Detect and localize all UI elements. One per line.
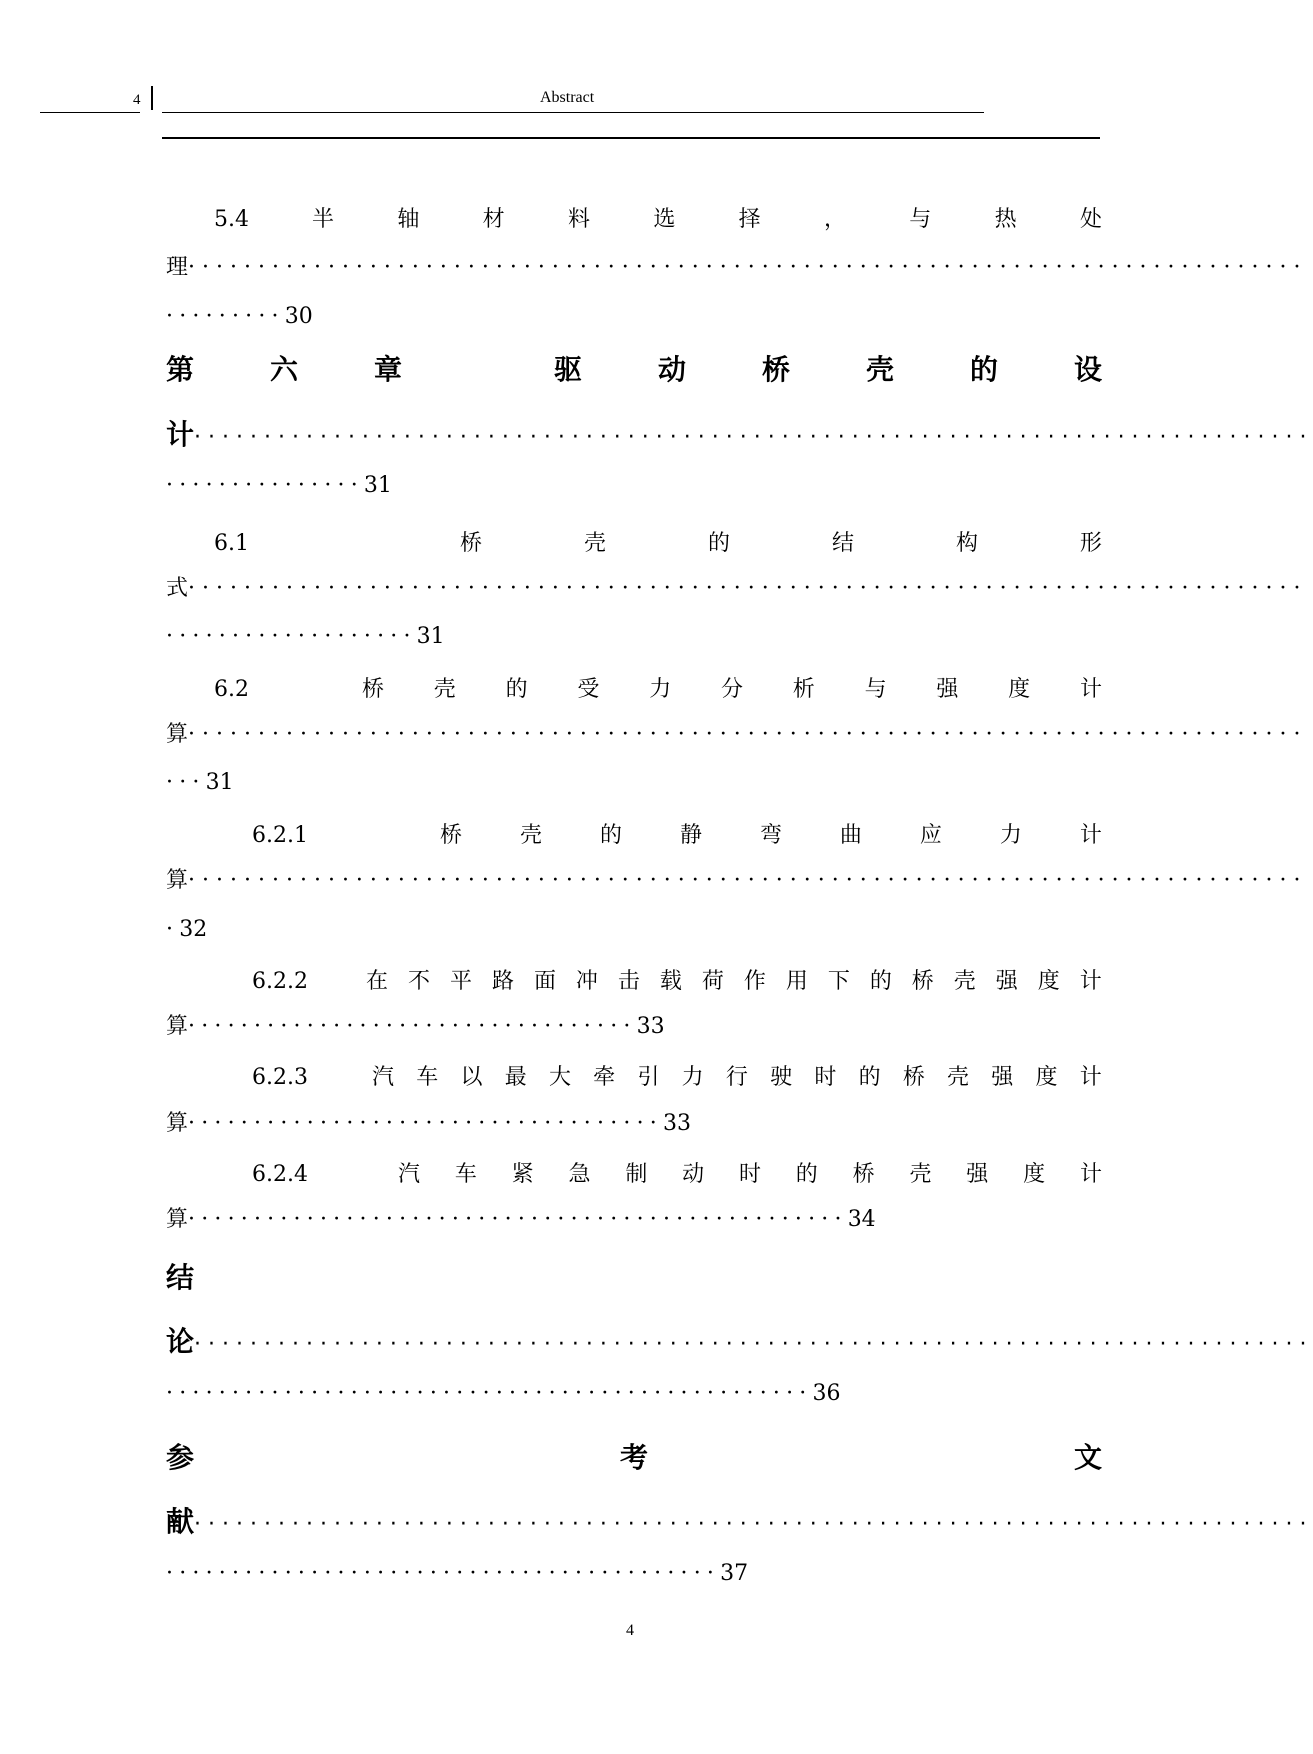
toc-title-char: 冲 <box>575 969 598 994</box>
toc-title-char: 用 <box>785 969 808 994</box>
toc-title-char: 引 <box>637 1065 660 1090</box>
toc-leader-line <box>166 1013 1102 1041</box>
toc-title-char: 度 <box>1023 1162 1046 1187</box>
toc-entry-number: 6.2.3 <box>252 1065 308 1090</box>
toc-title-char: 结 <box>166 1261 195 1294</box>
toc-title-char: 计 <box>1079 677 1102 702</box>
toc-title-tail: 算 <box>166 722 189 747</box>
toc-title-tail: 算 <box>166 1207 189 1232</box>
toc-dots: ················································································ <box>188 576 1308 601</box>
toc-title-char: 的 <box>969 353 998 386</box>
toc-entry-6-2-2[interactable] <box>252 968 1102 1002</box>
toc-page-line <box>166 1560 748 1588</box>
toc-leader-line <box>166 1325 1313 1362</box>
toc-title-char: 大 <box>548 1065 571 1090</box>
toc-title-char: 力 <box>999 823 1022 848</box>
toc-title-char: 料 <box>567 207 590 232</box>
toc-title-char: 计 <box>1079 969 1102 994</box>
toc-title-char: 的 <box>505 677 528 702</box>
header-title: Abstract <box>540 89 595 106</box>
toc-title-char: 计 <box>1079 823 1102 848</box>
toc-dots: ··············· <box>166 473 364 498</box>
toc-title-char: 章 <box>374 353 403 386</box>
toc-entry-references[interactable] <box>166 1441 1102 1475</box>
toc-page-line <box>166 1380 840 1408</box>
toc-dots: ················································································ <box>194 1512 1313 1537</box>
toc-title-char: 计 <box>1079 1162 1102 1187</box>
toc-entry-number: 6.2.4 <box>252 1162 308 1187</box>
toc-entry-6-1[interactable] <box>214 530 1102 564</box>
toc-title-char: 壳 <box>947 1065 970 1090</box>
toc-title-char: 制 <box>625 1162 648 1187</box>
toc-entry-number: 6.2 <box>214 677 249 702</box>
toc-title-char: 以 <box>460 1065 483 1090</box>
toc-title-char: 与 <box>909 207 932 232</box>
toc-title-char: 处 <box>1079 207 1102 232</box>
toc-leader-line <box>166 1110 1102 1138</box>
toc-title-char: 构 <box>955 531 978 556</box>
toc-title-char: 材 <box>482 207 505 232</box>
toc-title-char: 时 <box>814 1065 837 1090</box>
toc-title-char: 击 <box>617 969 640 994</box>
toc-title-tail: 计 <box>166 418 195 451</box>
toc-dots: ·································· <box>188 1014 637 1039</box>
toc-title-tail: 式 <box>166 576 189 601</box>
toc-title-char: 设 <box>1073 353 1102 386</box>
toc-title-char: 结 <box>831 531 854 556</box>
toc-title-char: 壳 <box>865 353 894 386</box>
toc-title-char: 壳 <box>583 531 606 556</box>
toc-title-tail: 献 <box>166 1505 195 1538</box>
toc-entry-ch6[interactable] <box>166 353 1102 387</box>
toc-title-char: 参 <box>166 1441 195 1474</box>
toc-dots: ··· <box>166 770 206 795</box>
toc-title-char: 与 <box>864 677 887 702</box>
toc-page-number: 31 <box>363 473 392 498</box>
toc-title-char: 桥 <box>761 353 790 386</box>
toc-leader-line <box>166 418 1313 455</box>
toc-title-char: 面 <box>533 969 556 994</box>
toc-page-number: 32 <box>179 917 208 942</box>
toc-title-tail: 算 <box>166 1014 189 1039</box>
toc-title-char: 的 <box>869 969 892 994</box>
toc-leader-line <box>166 721 1308 749</box>
toc-entry-6-2-3[interactable] <box>252 1064 1102 1098</box>
toc-entry-5-4[interactable] <box>214 206 1102 240</box>
toc-entry-number: 5.4 <box>214 207 249 232</box>
toc-title-char: 分 <box>720 677 743 702</box>
toc-title-char: 桥 <box>902 1065 925 1090</box>
toc-title-char: 应 <box>919 823 942 848</box>
toc-title-char: 载 <box>659 969 682 994</box>
toc-title-tail: 算 <box>166 1111 189 1136</box>
toc-page-number: 37 <box>720 1561 749 1586</box>
toc-dots: ········· <box>166 304 285 329</box>
toc-title-char: 轴 <box>397 207 420 232</box>
toc-title-char: 桥 <box>362 677 385 702</box>
toc-title-char: 桥 <box>911 969 934 994</box>
toc-title-tail: 论 <box>166 1325 195 1358</box>
toc-title-char: 力 <box>649 677 672 702</box>
toc-title-char: 度 <box>1008 677 1031 702</box>
toc-title-char: ， <box>823 207 846 232</box>
toc-entry-number: 6.2.1 <box>252 823 308 848</box>
toc-leader-line <box>166 1505 1313 1542</box>
toc-title-char: 度 <box>1037 969 1060 994</box>
toc-title-char: 强 <box>991 1065 1014 1090</box>
toc-page-number: 31 <box>205 770 234 795</box>
toc-dots: ···································· <box>188 1111 663 1136</box>
toc-title-char: 桥 <box>440 823 463 848</box>
toc-entry-6-2-4[interactable] <box>252 1161 1102 1195</box>
toc-title-tail: 算 <box>166 868 189 893</box>
toc-title-char: 驶 <box>770 1065 793 1090</box>
toc-title-char: 强 <box>995 969 1018 994</box>
toc-title-char: 的 <box>707 531 730 556</box>
toc-title-char: 动 <box>657 353 686 386</box>
toc-page-number: 30 <box>284 304 313 329</box>
toc-title-char: 静 <box>679 823 702 848</box>
toc-title-char: 紧 <box>511 1162 534 1187</box>
header-rule-bottom <box>162 137 1100 139</box>
toc-title-char: 汽 <box>398 1162 421 1187</box>
toc-title-char: 力 <box>681 1065 704 1090</box>
toc-title-char: 形 <box>1079 531 1102 556</box>
toc-entry-conclusion[interactable] <box>166 1261 1102 1295</box>
toc-title-char: 强 <box>936 677 959 702</box>
toc-title-char: 受 <box>577 677 600 702</box>
toc-page-line <box>166 623 445 651</box>
toc-title-char: 路 <box>491 969 514 994</box>
toc-title-char: 急 <box>568 1162 591 1187</box>
toc-title-char: 壳 <box>519 823 542 848</box>
toc-page-number: 33 <box>636 1014 665 1039</box>
toc-title-char: 牵 <box>593 1065 616 1090</box>
toc-title-char: 驱 <box>553 353 582 386</box>
header-page-number: 4 <box>133 92 141 108</box>
toc-page-line <box>166 303 313 331</box>
toc-title-char: 强 <box>966 1162 989 1187</box>
toc-title-char: 计 <box>1079 1065 1102 1090</box>
header-rule <box>162 112 984 113</box>
toc-page-number: 33 <box>662 1111 691 1136</box>
toc-entry-number: 6.1 <box>214 531 249 556</box>
toc-dots: ················································································ <box>194 1332 1313 1357</box>
toc-page-number: 36 <box>812 1381 841 1406</box>
toc-title-char: 车 <box>416 1065 439 1090</box>
toc-title-char: 最 <box>504 1065 527 1090</box>
toc-title-char: 选 <box>653 207 676 232</box>
toc-title-char: 壳 <box>909 1162 932 1187</box>
toc-title-char: 行 <box>725 1065 748 1090</box>
toc-dots: ·················································· <box>188 1207 848 1232</box>
toc-title-char: 不 <box>407 969 430 994</box>
header-rule-left <box>40 112 140 113</box>
header-divider <box>151 86 153 110</box>
toc-title-char: 荷 <box>701 969 724 994</box>
toc-title-char: 汽 <box>372 1065 395 1090</box>
toc-title-char: 析 <box>792 677 815 702</box>
toc-title-char: 热 <box>994 207 1017 232</box>
toc-title-char: 作 <box>743 969 766 994</box>
toc-title-char: 动 <box>682 1162 705 1187</box>
toc-page-line <box>166 472 392 500</box>
toc-leader-line <box>166 575 1308 603</box>
toc-title-char: 弯 <box>759 823 782 848</box>
toc-title-char: 桥 <box>460 531 483 556</box>
toc-title-char: 时 <box>738 1162 761 1187</box>
toc-title-char: 曲 <box>839 823 862 848</box>
toc-dots: · <box>166 917 180 942</box>
toc-title-char: 半 <box>312 207 335 232</box>
toc-title-char: 壳 <box>433 677 456 702</box>
toc-title-char: 平 <box>449 969 472 994</box>
toc-entry-6-2[interactable] <box>214 676 1102 710</box>
toc-title-char: 车 <box>454 1162 477 1187</box>
toc-title-tail: 理 <box>166 255 189 280</box>
toc-title-char: 第 <box>166 353 195 386</box>
toc-dots: ················································································ <box>188 868 1308 893</box>
toc-leader-line <box>166 254 1308 282</box>
toc-title-char: 桥 <box>852 1162 875 1187</box>
toc-title-char: 度 <box>1035 1065 1058 1090</box>
toc-page-line <box>166 769 234 797</box>
toc-title-char: 的 <box>795 1162 818 1187</box>
toc-leader-line <box>166 867 1308 895</box>
footer-page-number: 4 <box>626 1622 634 1639</box>
toc-dots: ··················· <box>166 624 417 649</box>
toc-title-char: 的 <box>858 1065 881 1090</box>
toc-title-char: 下 <box>827 969 850 994</box>
toc-page-line <box>166 916 207 944</box>
toc-title-char: 的 <box>599 823 622 848</box>
toc-page-number: 31 <box>416 624 445 649</box>
toc-page-number: 34 <box>847 1207 876 1232</box>
toc-title-char: 壳 <box>953 969 976 994</box>
toc-dots: ················································································ <box>188 722 1308 747</box>
toc-dots: ·········································· <box>166 1561 721 1586</box>
toc-title-char: 考 <box>619 1441 648 1474</box>
toc-title-char: 在 <box>366 969 389 994</box>
toc-title-char: 六 <box>270 353 299 386</box>
toc-dots: ················································· <box>166 1381 813 1406</box>
toc-title-char: 文 <box>1073 1441 1102 1474</box>
toc-entry-6-2-1[interactable] <box>252 822 1102 856</box>
toc-dots: ················································································ <box>194 425 1313 450</box>
toc-title-char: 择 <box>738 207 761 232</box>
toc-dots: ················································································ <box>188 255 1308 280</box>
toc-leader-line <box>166 1206 1102 1234</box>
toc-entry-number: 6.2.2 <box>252 969 308 994</box>
